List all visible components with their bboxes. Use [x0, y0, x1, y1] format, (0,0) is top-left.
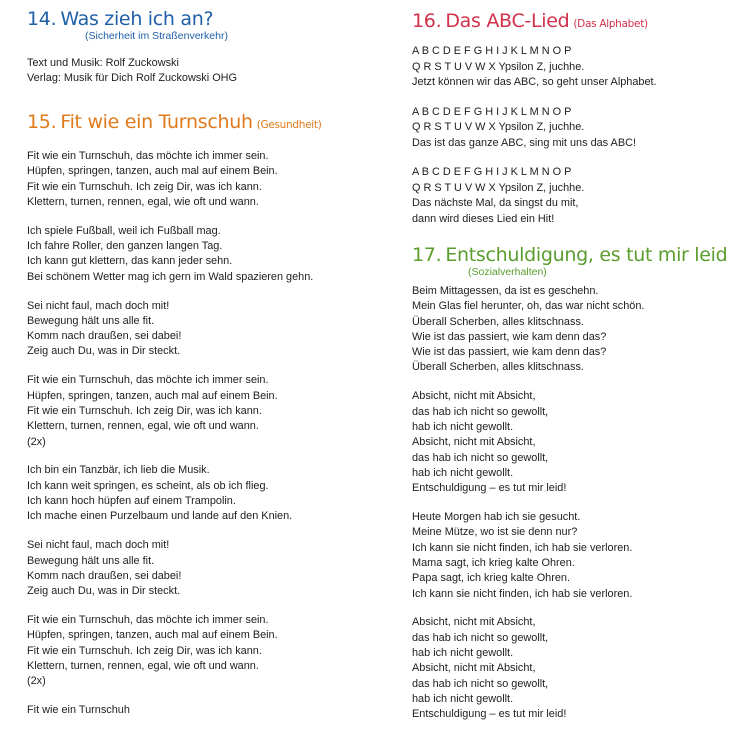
lyric-line: dann wird dieses Lied ein Hit!	[412, 212, 555, 225]
song-16-lyrics	[412, 44, 657, 227]
lyric-line: hab ich nicht gewollt.	[412, 647, 514, 660]
song-17-title: Entschuldigung, es tut mir leid	[445, 244, 728, 266]
lyric-line: Fit wie ein Turnschuh, das möchte ich immer sein.	[27, 613, 269, 626]
song-15	[27, 111, 322, 732]
lyric-line: Fit wie ein Turnschuh, das möchte ich immer sein.	[27, 150, 269, 162]
lyric-line: Ich kann sie nicht finden, ich hab sie verloren.	[412, 541, 633, 554]
lyric-line: Absicht, nicht mit Absicht,	[412, 616, 536, 629]
lyric-line: Q R S T U V W X Ypsilon Z, juchhe.	[412, 60, 585, 73]
credit-line: Verlag: Musik für Dich Rolf Zuckowski OHG	[27, 71, 238, 84]
lyric-line: Heute Morgen hab ich sie gesucht.	[412, 511, 581, 524]
song-17-lyrics	[412, 284, 727, 723]
lyric-line: Klettern, turnen, rennen, egal, wie oft und wann.	[27, 420, 259, 433]
lyric-line: Ich mache einen Purzelbaum und lande auf den Knien.	[27, 510, 293, 523]
lyric-line: Wie ist das passiert, wie kam denn das?	[412, 346, 607, 359]
lyric-line: Absicht, nicht mit Absicht,	[412, 436, 536, 449]
stanza	[27, 224, 322, 285]
lyric-line: Fit wie ein Turnschuh	[27, 704, 130, 717]
song-16	[412, 10, 657, 241]
song-17	[412, 244, 727, 736]
stanza	[27, 538, 322, 599]
lyric-line: Das nächste Mal, da singst du mit,	[412, 197, 579, 209]
lyric-line: Mama sagt, ich krieg kalte Ohren.	[412, 556, 575, 569]
stanza	[412, 105, 657, 152]
song-16-heading	[412, 10, 657, 32]
lyric-line: A B C D E F G H I J K L M N O P	[412, 166, 572, 178]
lyric-line: Ich kann gut klettern, das kann jeder sehn.	[27, 255, 233, 268]
lyric-line: A B C D E F G H I J K L M N O P	[412, 105, 572, 118]
stanza	[27, 299, 322, 360]
song-14	[27, 8, 237, 85]
lyric-line: Fit wie ein Turnschuh, das möchte ich immer sein.	[27, 374, 269, 387]
stanza	[412, 44, 657, 91]
lyric-line: Meine Mütze, wo ist sie denn nur?	[412, 526, 578, 539]
lyric-line: Entschuldigung – es tut mir leid!	[412, 482, 567, 495]
lyric-line: Absicht, nicht mit Absicht,	[412, 390, 536, 403]
song-14-credits	[27, 56, 237, 85]
song-15-heading	[27, 111, 322, 133]
song-14-heading	[27, 8, 237, 30]
lyric-line: das hab ich nicht so gewollt,	[412, 451, 549, 464]
lyric-line: Hüpfen, springen, tanzen, auch mal auf einem Bein.	[27, 389, 278, 402]
lyric-line: Überall Scherben, alles klitschnass.	[412, 361, 584, 374]
lyric-line: Absicht, nicht mit Absicht,	[412, 662, 536, 675]
lyric-line: Q R S T U V W X Ypsilon Z, juchhe.	[412, 121, 585, 133]
lyric-line: Entschuldigung – es tut mir leid!	[412, 708, 567, 721]
lyric-line: Ich bin ein Tanzbär, ich lieb die Musik.	[27, 464, 210, 477]
stanza	[412, 165, 657, 227]
lyric-line: Das ist das ganze ABC, sing mit uns das ABC!	[412, 136, 636, 149]
song-15-number: 15.	[27, 111, 57, 133]
song-15-title: Fit wie ein Turnschuh	[60, 111, 253, 133]
lyric-line: Ich kann weit springen, es scheint, als ob ich flieg.	[27, 479, 269, 492]
lyric-line: Überall Scherben, alles klitschnass.	[412, 315, 584, 328]
stanza	[412, 510, 727, 602]
lyric-line: das hab ich nicht so gewollt,	[412, 631, 549, 644]
stanza	[27, 373, 322, 449]
lyric-line: Fit wie ein Turnschuh. Ich zeig Dir, was ich kann.	[27, 404, 262, 417]
song-14-number: 14.	[27, 8, 57, 30]
lyric-line: Zeig auch Du, was in Dir steckt.	[27, 345, 181, 358]
lyric-line: hab ich nicht gewollt.	[412, 466, 514, 479]
song-14-title: Was zieh ich an?	[60, 8, 214, 30]
lyric-line: Bei schönem Wetter mag ich gern im Wald spazieren gehn.	[27, 270, 314, 283]
lyric-line: hab ich nicht gewollt.	[412, 420, 514, 433]
song-16-number: 16.	[412, 10, 442, 32]
lyric-line: das hab ich nicht so gewollt,	[412, 405, 549, 418]
lyric-line: Ich spiele Fußball, weil ich Fußball mag.	[27, 224, 221, 237]
lyric-line: das hab ich nicht so gewollt,	[412, 677, 549, 690]
lyric-line: Hüpfen, springen, tanzen, auch mal auf einem Bein.	[27, 629, 278, 642]
lyric-line: Ich kann sie nicht finden, ich hab sie verloren.	[412, 587, 633, 600]
song-16-subtitle: (Das Alphabet)	[573, 18, 648, 30]
song-14-subtitle: (Sicherheit im Straßenverkehr)	[85, 30, 228, 42]
lyric-line: Bewegung hält uns alle fit.	[27, 554, 155, 567]
stanza	[27, 613, 322, 689]
lyric-line: Komm nach draußen, sei dabei!	[27, 569, 182, 582]
lyric-line: Jetzt können wir das ABC, so geht unser Alphabet.	[412, 76, 657, 88]
lyric-line: Fit wie ein Turnschuh. Ich zeig Dir, was ich kann.	[27, 180, 262, 193]
lyric-line: Klettern, turnen, rennen, egal, wie oft und wann.	[27, 195, 259, 208]
song-17-number: 17.	[412, 244, 442, 266]
lyric-line: Wie ist das passiert, wie kam denn das?	[412, 330, 607, 343]
song-17-subtitle: (Sozialverhalten)	[468, 266, 547, 278]
lyric-line: Ich kann hoch hüpfen auf einem Trampolin.	[27, 495, 236, 508]
lyric-line: Sei nicht faul, mach doch mit!	[27, 539, 170, 552]
lyric-line: Sei nicht faul, mach doch mit!	[27, 299, 170, 312]
lyric-line: (2x)	[27, 435, 46, 448]
lyric-line: Q R S T U V W X Ypsilon Z, juchhe.	[412, 181, 585, 194]
stanza	[27, 703, 322, 718]
stanza	[412, 389, 727, 496]
lyric-line: Hüpfen, springen, tanzen, auch mal auf einem Bein.	[27, 165, 278, 178]
lyric-line: Komm nach draußen, sei dabei!	[27, 330, 182, 343]
lyric-line: Zeig auch Du, was in Dir steckt.	[27, 585, 181, 598]
lyric-line: A B C D E F G H I J K L M N O P	[412, 45, 572, 57]
lyric-line: hab ich nicht gewollt.	[412, 692, 514, 705]
lyric-line: (2x)	[27, 675, 46, 688]
stanza	[27, 463, 322, 524]
song-17-heading	[412, 244, 727, 266]
song-15-subtitle: (Gesundheit)	[256, 119, 322, 131]
lyric-line: Klettern, turnen, rennen, egal, wie oft und wann.	[27, 659, 259, 672]
lyric-line: Beim Mittagessen, da ist es geschehn.	[412, 285, 599, 297]
song-16-title: Das ABC-Lied	[445, 10, 570, 32]
credit-line: Text und Musik: Rolf Zuckowski	[27, 57, 179, 69]
lyric-line: Mein Glas fiel herunter, oh, das war nicht schön.	[412, 300, 645, 313]
stanza	[412, 284, 727, 376]
song-15-lyrics	[27, 149, 322, 718]
lyric-line: Ich fahre Roller, den ganzen langen Tag.	[27, 240, 223, 253]
lyric-line: Fit wie ein Turnschuh. Ich zeig Dir, was ich kann.	[27, 644, 262, 657]
stanza	[412, 615, 727, 722]
lyric-line: Papa sagt, ich krieg kalte Ohren.	[412, 572, 570, 585]
stanza	[27, 149, 322, 210]
lyric-line: Bewegung hält uns alle fit.	[27, 314, 155, 327]
